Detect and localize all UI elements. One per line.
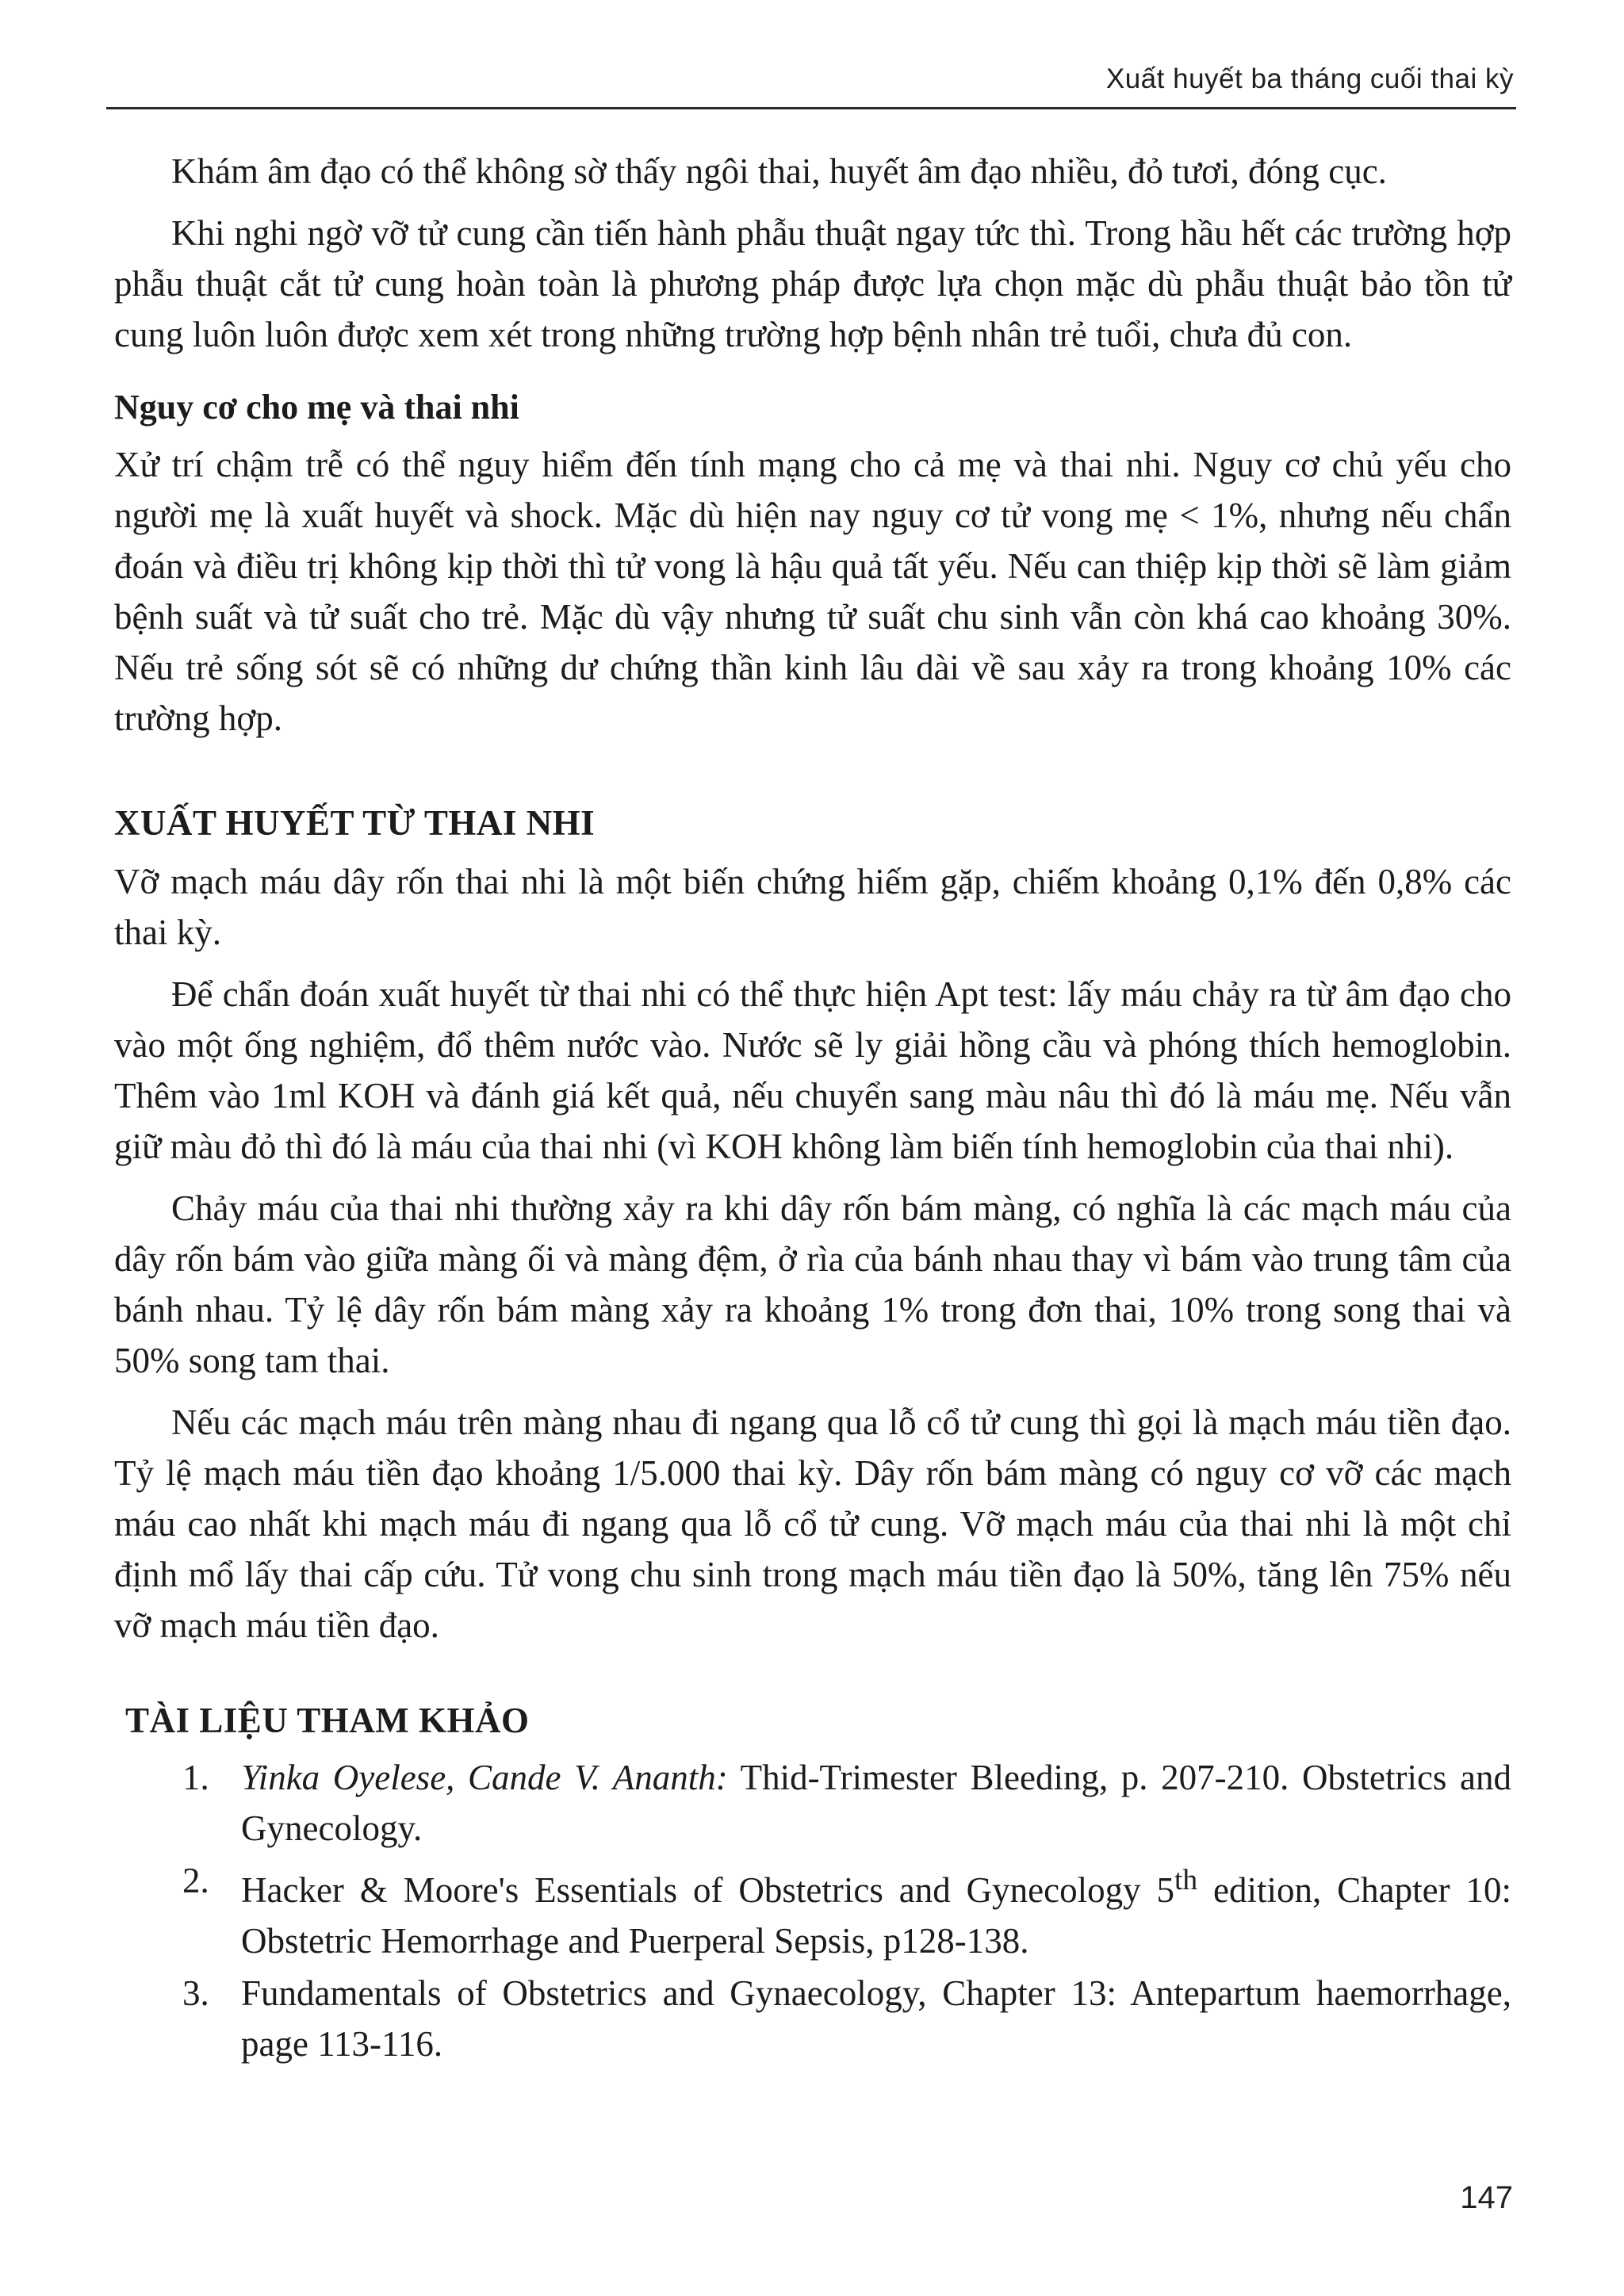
reference-number: 1. (182, 1758, 209, 1797)
header-rule (106, 107, 1516, 109)
paragraph-vasa-rupture-incidence: Vỡ mạch máu dây rốn thai nhi là một biến chứng hiếm gặp, chiếm khoảng 0,1% đến 0,8% các thai kỳ. (114, 862, 1511, 952)
reference-text (241, 1855, 1511, 1966)
references-list (114, 1752, 1511, 2069)
paragraph-vasa-previa: Nếu các mạch máu trên màng nhau đi ngang qua lỗ cổ tử cung thì gọi là mạch máu tiền đạo. Tỷ lệ mạch máu tiền đạo khoảng 1/5.000 thai kỳ. Dây rốn bám màng có nguy cơ vỡ các mạch máu cao nhất khi mạch máu đi ngang qua lỗ cổ tử cung. Vỡ mạch máu của thai nhi là một chỉ định mổ lấy thai cấp cứu. Tử vong chu sinh trong mạch máu tiền đạo là 50%, tăng lên 75% nếu vỡ mạch máu tiền đạo. (114, 1402, 1511, 1645)
paragraph-maternal-fetal-risk: Xử trí chậm trễ có thể nguy hiểm đến tính mạng cho cả mẹ và thai nhi. Nguy cơ chủ yếu cho người mẹ là xuất huyết và shock. Mặc dù hiện nay nguy cơ tử vong mẹ < 1%, nhưng nếu chẩn đoán và điều trị không kịp thời thì tử vong là hậu quả tất yếu. Nếu can thiệp kịp thời sẽ làm giảm bệnh suất và tử suất cho trẻ. Mặc dù vậy nhưng tử suất chu sinh vẫn còn khá cao khoảng 30%. Nếu trẻ sống sót sẽ có những dư chứng thần kinh lâu dài về sau xảy ra trong khoảng 10% các trường hợp. (114, 445, 1511, 738)
paragraph-uterine-rupture-surgery: Khi nghi ngờ vỡ tử cung cần tiến hành phẫu thuật ngay tức thì. Trong hầu hết các trường hợp phẫu thuật cắt tử cung hoàn toàn là phương pháp được lựa chọn mặc dù phẫu thuật bảo tồn tử cung luôn luôn được xem xét trong những trường hợp bệnh nhân trẻ tuổi, chưa đủ con. (114, 213, 1511, 354)
reference-number: 2. (182, 1861, 209, 1900)
page-body (114, 146, 1511, 2071)
page-number: 147 (1460, 2180, 1513, 2215)
section-heading-fetal-bleeding: XUẤT HUYẾT TỪ THAI NHI (114, 803, 596, 843)
paragraph-velamentous-insertion: Chảy máu của thai nhi thường xảy ra khi dây rốn bám màng, có nghĩa là các mạch máu của dây rốn bám vào giữa màng ối và màng đệm, ở rìa của bánh nhau thay vì bám vào trung tâm của bánh nhau. Tỷ lệ dây rốn bám màng xảy ra khoảng 1% trong đơn thai, 10% trong song thai và 50% song tam thai. (114, 1188, 1511, 1380)
reference-item (114, 1752, 1511, 1854)
paragraph-vaginal-exam: Khám âm đạo có thể không sờ thấy ngôi thai, huyết âm đạo nhiều, đỏ tươi, đóng cục. (171, 151, 1387, 191)
reference-text (241, 1752, 1511, 1854)
references-heading: TÀI LIỆU THAM KHẢO (125, 1701, 530, 1740)
reference-title: Thid-Trimester Bleeding, p. 207-210. Obstetrics and Gynecology. (241, 1758, 1512, 1848)
reference-item (114, 1968, 1511, 2069)
reference-number: 3. (182, 1973, 209, 2013)
reference-title-continued: edition, Chapter 10: Obstetric Hemorrhage and Puerperal Sepsis, p128-138. (241, 1870, 1511, 1961)
reference-superscript: th (1174, 1864, 1198, 1896)
paragraph-apt-test: Để chẩn đoán xuất huyết từ thai nhi có thể thực hiện Apt test: lấy máu chảy ra từ âm đạo cho vào một ống nghiệm, đổ thêm nước vào. Nước sẽ ly giải hồng cầu và phóng thích hemoglobin. Thêm vào 1ml KOH và đánh giá kết quả, nếu chuyển sang màu nâu thì đó là máu mẹ. Nếu vẫn giữ màu đỏ thì đó là máu của thai nhi (vì KOH không làm biến tính hemoglobin của thai nhi). (114, 974, 1511, 1166)
running-header-title: Xuất huyết ba tháng cuối thai kỳ (1105, 63, 1514, 94)
reference-text: Fundamentals of Obstetrics and Gynaecology, Chapter 13: Antepartum haemorrhage, page 113-116. (241, 1973, 1511, 2064)
reference-item (114, 1855, 1511, 1966)
subheading-maternal-fetal-risk: Nguy cơ cho mẹ và thai nhi (114, 388, 519, 427)
reference-authors: Yinka Oyelese, Cande V. Ananth: (241, 1758, 728, 1797)
reference-title: Hacker & Moore's Essentials of Obstetrics and Gynecology 5 (241, 1870, 1174, 1910)
